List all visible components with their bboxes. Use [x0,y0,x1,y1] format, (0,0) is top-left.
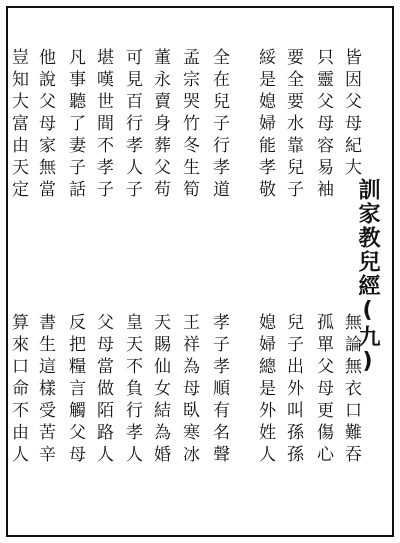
verse-column: 媳婦總是外姓人 [255,313,275,467]
verse-column: 反把糧言觸父母 [65,313,85,467]
verse-column: 全在兒子行孝道 [209,48,229,202]
verse-column: 孝子孝順有名聲 [209,313,229,467]
verse-column: 皇天不負行孝人 [122,313,142,467]
verse-column: 他說父母家無當 [35,48,55,202]
verse-column: 無論無衣口難吞 [341,313,361,467]
verse-column: 兒子出外叫孫孫 [283,313,303,467]
verse-column: 孟宗哭竹冬生筍 [179,48,199,202]
verse-column: 凡事聽了妻子話 [65,48,85,202]
document-title: 訓家教兒經(九) [355,178,380,376]
verse-column: 算來口命不由人 [8,313,28,467]
verse-column: 孤單父母更傷心 [313,313,333,467]
verse-column: 堪嘆世間不孝子 [93,48,113,202]
verse-column: 父母當做陌路人 [93,313,113,467]
verse-column: 董永賣身葬父苟 [150,48,170,202]
verse-column: 只靈父母容易袖 [313,48,333,202]
verse-column: 豈知大富由天定 [8,48,28,202]
verse-column: 天賜仙女結為婚 [150,313,170,467]
verse-column: 綏是媳婦能孝敬 [255,48,275,202]
verse-column: 王祥為母臥寒冰 [179,313,199,467]
verse-column: 要全要水靠兒子 [283,48,303,202]
verse-column: 可見百行孝人子 [122,48,142,202]
verse-column: 皆因父母紀大 [341,48,361,180]
verse-column: 書生這樣受苦辛 [35,313,55,467]
